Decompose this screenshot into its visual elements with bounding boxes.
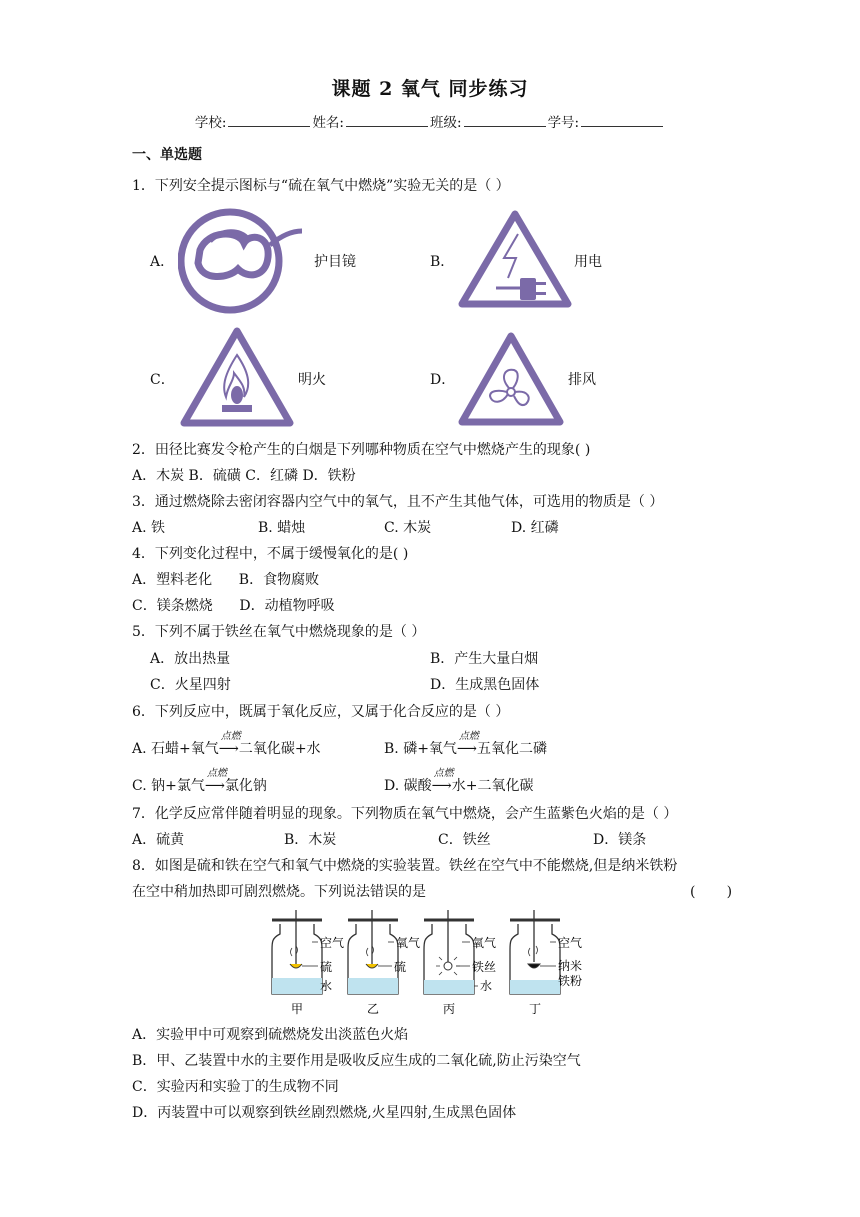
q6-d-arrow xyxy=(431,768,454,796)
q3-stem: 3．通过燃烧除去密闭容器内空气中的氧气，且不产生其他气体，可选用的物质是（ ） xyxy=(132,494,664,510)
class-label: 班级: xyxy=(430,115,462,131)
q6-a-products: 二氧化碳+水 xyxy=(238,741,321,757)
q3-option-a[interactable]: A. 铁 xyxy=(132,520,166,536)
q7-option-a[interactable]: A．硫黄 xyxy=(132,832,185,848)
q5-option-c[interactable]: C．火星四射 xyxy=(150,677,231,693)
q5-option-d[interactable]: D．生成黑色固体 xyxy=(430,677,540,693)
label-ding: 丁 xyxy=(529,1002,542,1016)
q8-option-c[interactable]: C．实验丙和实验丁的生成物不同 xyxy=(132,1079,339,1095)
label-sulfur-jia: 硫 xyxy=(320,960,333,974)
q5-option-b[interactable]: B．产生大量白烟 xyxy=(430,651,539,667)
q1-option-a-label[interactable]: A． xyxy=(150,254,175,270)
number-blank[interactable] xyxy=(581,114,663,127)
q3-option-d[interactable]: D. 红磷 xyxy=(511,520,559,536)
jar-ding xyxy=(510,910,560,994)
number-label: 学号: xyxy=(547,115,580,131)
q6-b-arrow xyxy=(456,731,479,759)
class-blank[interactable] xyxy=(464,114,546,127)
q6-c-arrow xyxy=(204,768,227,796)
label-nano-1: 纳米 xyxy=(558,959,583,973)
q4-options-row1[interactable]: A．塑料老化 B．食物腐败 xyxy=(132,572,320,588)
ignite-condition: 点燃 xyxy=(220,731,241,742)
q8-stem-line1: 8．如图是硫和铁在空气和氧气中燃烧的实验装置。铁丝在空气中不能燃烧,但是纳米铁粉 xyxy=(132,858,678,874)
label-oxygen-bing: 氧气 xyxy=(472,936,497,950)
q6-d-products: 水+二氧化碳 xyxy=(451,778,534,794)
q7-option-d[interactable]: D．镁条 xyxy=(593,832,647,848)
jar-yi xyxy=(348,910,398,994)
label-water-jia: 水 xyxy=(320,979,333,993)
q6-a-arrow xyxy=(218,731,241,759)
q5-stem: 5．下列不属于铁丝在氧气中燃烧现象的是（ ） xyxy=(132,624,426,640)
name-label: 姓名: xyxy=(312,115,344,131)
q8-answer-paren: ( ) xyxy=(690,884,733,900)
q1-option-a-text: 护目镜 xyxy=(314,254,356,270)
reaction-arrow: ⟶ xyxy=(218,741,239,757)
electricity-warning-icon xyxy=(456,208,574,314)
label-air-jia: 空气 xyxy=(320,936,345,950)
school-label: 学校: xyxy=(194,115,227,131)
name-blank[interactable] xyxy=(346,114,428,127)
jar-jia xyxy=(272,910,322,994)
q6-d-reactants: D. 碳酸 xyxy=(384,778,432,794)
q3-option-b[interactable]: B. 蜡烛 xyxy=(258,520,306,536)
q1-option-d-text: 排风 xyxy=(568,372,596,388)
q6-option-d[interactable] xyxy=(384,768,534,796)
q1-stem: 1．下列安全提示图标与“硫在氧气中燃烧”实验无关的是（ ） xyxy=(132,178,510,194)
q6-option-c[interactable] xyxy=(132,768,267,796)
reaction-arrow: ⟶ xyxy=(456,741,477,757)
q4-stem: 4．下列变化过程中，不属于缓慢氧化的是( ) xyxy=(132,546,409,562)
label-yi: 乙 xyxy=(367,1002,380,1016)
student-info-line xyxy=(0,111,860,131)
goggles-icon xyxy=(178,205,308,321)
q2-options[interactable]: A．木炭 B．硫磺 C．红磷 D．铁粉 xyxy=(132,468,356,484)
ventilation-fan-icon xyxy=(456,330,566,432)
q5-option-a[interactable]: A．放出热量 xyxy=(150,651,231,667)
q1-option-c-label[interactable]: C． xyxy=(150,372,175,388)
q6-option-b[interactable] xyxy=(384,731,547,759)
q6-a-reactants: A. 石蜡+氧气 xyxy=(132,741,219,757)
label-oxygen-yi: 氧气 xyxy=(396,936,421,950)
label-water-bing: 水 xyxy=(480,979,493,993)
q6-c-reactants: C. 钠+氯气 xyxy=(132,778,205,794)
q7-option-c[interactable]: C．铁丝 xyxy=(438,832,491,848)
q1-option-d-label[interactable]: D． xyxy=(430,372,456,388)
jar-bing xyxy=(424,910,474,994)
reaction-arrow: ⟶ xyxy=(431,778,452,794)
label-air-ding: 空气 xyxy=(558,936,583,950)
q6-b-reactants: B. 磷+氧气 xyxy=(384,741,457,757)
q7-option-b[interactable]: B．木炭 xyxy=(284,832,337,848)
q8-option-d[interactable]: D．丙装置中可以观察到铁丝剧烈燃烧,火星四射,生成黑色固体 xyxy=(132,1105,517,1121)
school-blank[interactable] xyxy=(228,114,310,127)
q6-stem: 6．下列反应中，既属于氧化反应，又属于化合反应的是（ ） xyxy=(132,704,510,720)
q8-stem-line2: 在空中稍加热即可剧烈燃烧。下列说法错误的是 xyxy=(132,884,426,900)
q8-option-b[interactable]: B．甲、乙装置中水的主要作用是吸收反应生成的二氧化硫,防止污染空气 xyxy=(132,1053,581,1069)
label-nano-2: 铁粉 xyxy=(558,974,583,988)
page-title: 课题 2 氧气 同步练习 xyxy=(331,78,529,100)
section-heading: 一、单选题 xyxy=(132,147,202,163)
combustion-apparatus-figure xyxy=(266,906,606,1024)
label-bing: 丙 xyxy=(443,1002,456,1016)
q2-stem: 2．田径比赛发令枪产生的白烟是下列哪种物质在空气中燃烧产生的现象( ) xyxy=(132,442,591,458)
q1-option-b-text: 用电 xyxy=(574,254,602,270)
label-sulfur-yi: 硫 xyxy=(394,960,407,974)
q4-options-row2[interactable]: C．镁条燃烧 D．动植物呼吸 xyxy=(132,598,335,614)
label-iron-wire: 铁丝 xyxy=(472,960,497,974)
ignite-condition: 点燃 xyxy=(433,768,454,779)
q6-c-products: 氯化钠 xyxy=(224,778,267,794)
ignite-condition: 点燃 xyxy=(458,731,479,742)
q6-b-products: 五氧化二磷 xyxy=(477,741,547,757)
q7-stem: 7．化学反应常伴随着明显的现象。下列物质在氧气中燃烧，会产生蓝紫色火焰的是（ ） xyxy=(132,806,678,822)
q6-option-a[interactable] xyxy=(132,731,321,759)
q1-option-b-label[interactable]: B． xyxy=(430,254,455,270)
q1-option-c-text: 明火 xyxy=(298,372,326,388)
q8-option-a[interactable]: A．实验甲中可观察到硫燃烧发出淡蓝色火焰 xyxy=(132,1027,409,1043)
q3-option-c[interactable]: C. 木炭 xyxy=(384,520,432,536)
label-jia: 甲 xyxy=(291,1002,304,1016)
reaction-arrow: ⟶ xyxy=(204,778,225,794)
ignite-condition: 点燃 xyxy=(206,768,227,779)
open-flame-warning-icon xyxy=(178,325,296,433)
